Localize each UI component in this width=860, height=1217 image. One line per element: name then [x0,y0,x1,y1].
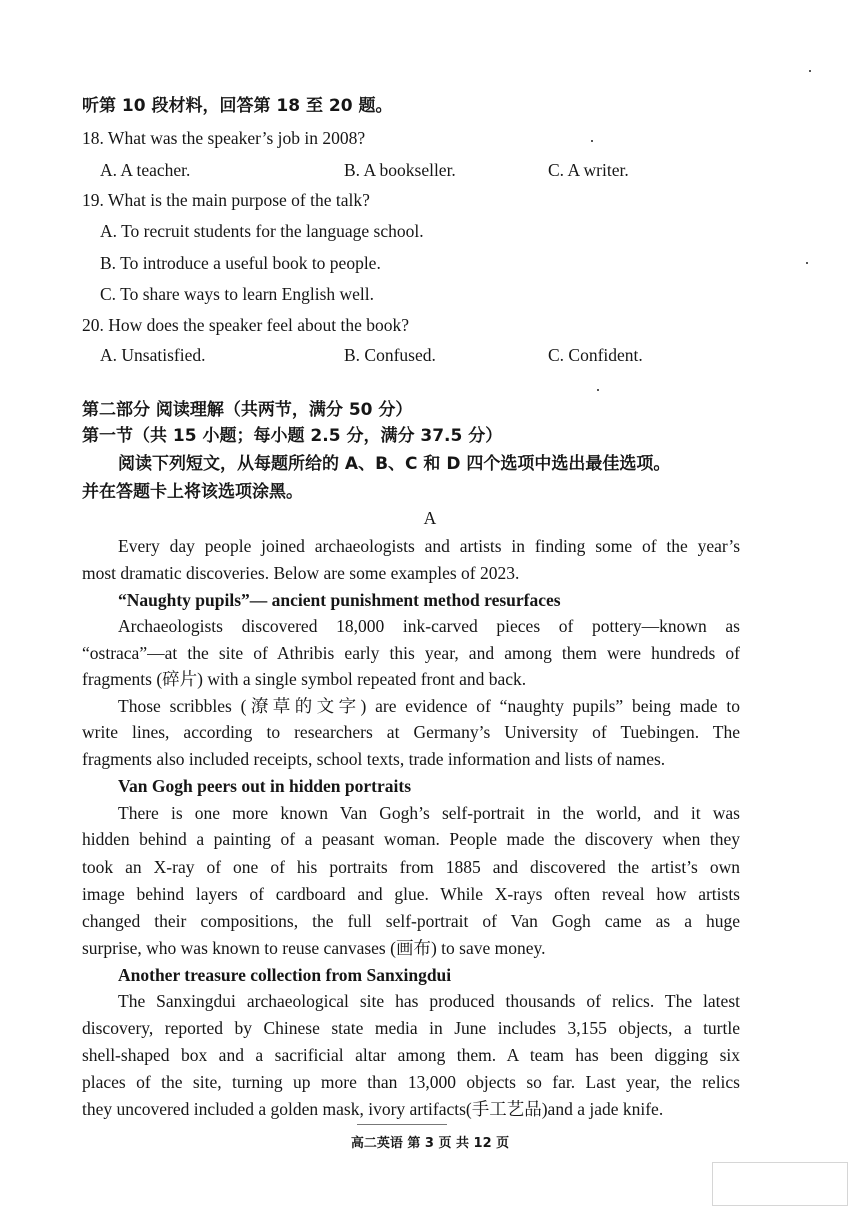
question-20-stem: 20. How does the speaker feel about the book? [82,315,410,335]
paragraph-line: Those scribbles (潦草的文字) are evidence of “naughty pupils” being made to [118,696,740,716]
scan-speck [597,389,599,391]
paragraph-line: took an X-ray of one of his portraits from 1885 and discovered the artist’s own [82,857,740,877]
paragraph-line: fragments (碎片) with a single symbol repeated front and back. [82,669,527,689]
paragraph-line: Archaeologists discovered 18,000 ink-carved pieces of pottery—known as [118,616,740,636]
reading-instruction-line-1: 阅读下列短文，从每题所给的 A、B、C 和 D 四个选项中选出最佳选项。 [118,454,671,474]
paragraph-line: surprise, who was known to reuse canvases (画布) to save money. [82,938,546,958]
section-title-van-gogh: Van Gogh peers out in hidden portraits [118,776,412,796]
scan-speck [809,70,811,72]
question-19-option-c: C. To share ways to learn English well. [100,284,375,304]
paragraph-line: changed their compositions, the full self-portrait of Van Gogh came as a huge [82,911,740,931]
paragraph-line: places of the site, turning up more than 13,000 objects so far. Last year, the relics [82,1072,740,1092]
question-20-option-c: C. Confident. [548,345,643,365]
paragraph-line: discovery, reported by Chinese state media in June includes 3,155 objects, a turtle [82,1018,740,1038]
passage-label: A [423,508,437,528]
paragraph-line: fragments also included receipts, school texts, trade information and lists of names. [82,749,666,769]
paragraph-line: shell-shaped box and a sacrificial altar among them. A team has been digging six [82,1045,740,1065]
reading-part-heading: 第二部分 阅读理解（共两节，满分 50 分） [82,400,413,420]
scan-mark [357,1124,447,1127]
intro-line-1: Every day people joined archaeologists and artists in finding some of the year’s [118,536,740,556]
score-box [712,1162,848,1206]
scan-speck [591,140,593,142]
paragraph-line: they uncovered included a golden mask, ivory artifacts(手工艺品)and a jade knife. [82,1099,664,1119]
reading-section-heading: 第一节（共 15 小题；每小题 2.5 分，满分 37.5 分） [82,426,503,446]
paragraph-line: image behind layers of cardboard and glue. While X-rays often reveal how artists [82,884,740,904]
paragraph-line: “ostraca”—at the site of Athribis early this year, and among them were hundreds of [82,643,740,663]
section-title-naughty-pupils: “Naughty pupils”— ancient punishment method resurfaces [118,590,561,610]
paragraph-line: hidden behind a painting of a peasant woman. People made the discovery when they [82,829,740,849]
question-18-option-b: B. A bookseller. [344,160,456,180]
listening-heading: 听第 10 段材料，回答第 18 至 20 题。 [82,96,393,116]
reading-instruction-line-2: 并在答题卡上将该选项涂黑。 [82,482,303,502]
question-18-stem: 18. What was the speaker’s job in 2008? [82,128,366,148]
page-footer: 高二英语 第 3 页 共 12 页 [350,1136,510,1151]
section-title-sanxingdui: Another treasure collection from Sanxingdui [118,965,452,985]
question-19-option-a: A. To recruit students for the language school. [100,221,424,241]
paragraph-line: There is one more known Van Gogh’s self-portrait in the world, and it was [118,803,740,823]
question-20-option-a: A. Unsatisfied. [100,345,206,365]
paragraph-line: write lines, according to researchers at Germany’s University of Tuebingen. The [82,722,740,742]
question-19-stem: 19. What is the main purpose of the talk? [82,190,370,210]
question-19-option-b: B. To introduce a useful book to people. [100,253,381,273]
intro-line-2: most dramatic discoveries. Below are some examples of 2023. [82,563,520,583]
question-18-option-a: A. A teacher. [100,160,191,180]
scan-speck [806,262,808,264]
question-20-option-b: B. Confused. [344,345,436,365]
paragraph-line: The Sanxingdui archaeological site has produced thousands of relics. The latest [118,991,740,1011]
question-18-option-c: C. A writer. [548,160,629,180]
